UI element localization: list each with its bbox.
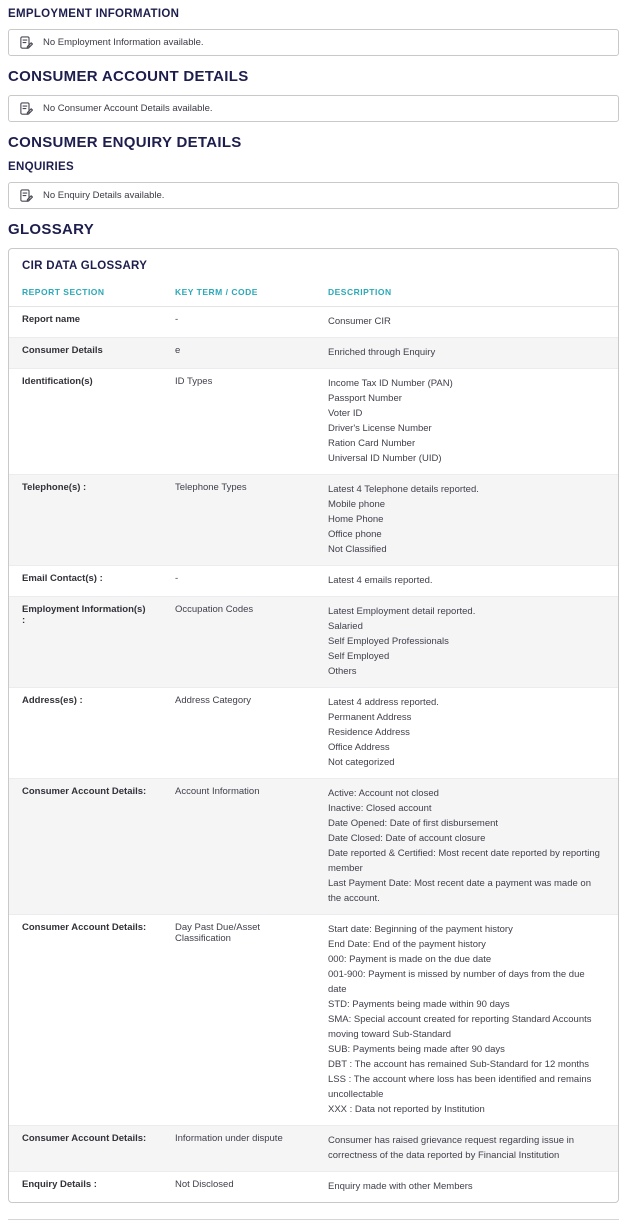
description-line: Permanent Address xyxy=(328,712,412,723)
description-line: Enquiry made with other Members xyxy=(328,1181,473,1192)
form-icon xyxy=(19,188,34,203)
description-line: Self Employed xyxy=(328,651,390,662)
description-line: Passport Number xyxy=(328,393,402,404)
glossary-key-term-cell: Occupation Codes xyxy=(162,597,315,688)
glossary-card xyxy=(8,248,619,1203)
column-header-description: DESCRIPTION xyxy=(315,281,618,307)
description-line: Universal ID Number (UID) xyxy=(328,453,442,464)
glossary-description-cell xyxy=(315,369,618,475)
glossary-title: GLOSSARY xyxy=(8,221,95,238)
glossary-table-body xyxy=(9,307,618,1203)
description-line: XXX : Data not reported by Institution xyxy=(328,1104,485,1115)
glossary-description-cell xyxy=(315,688,618,779)
description-line: Enriched through Enquiry xyxy=(328,347,436,358)
glossary-report-section-cell: Consumer Account Details: xyxy=(9,779,162,915)
glossary-description-cell xyxy=(315,338,618,369)
consumer-account-empty-box xyxy=(8,95,619,122)
glossary-key-term-cell: Account Information xyxy=(162,779,315,915)
glossary-row xyxy=(9,1172,618,1203)
description-line: Others xyxy=(328,666,357,677)
glossary-report-section-cell: Consumer Account Details: xyxy=(9,1126,162,1172)
column-header-report-section: REPORT SECTION xyxy=(9,281,162,307)
description-line: Residence Address xyxy=(328,727,410,738)
description-line: LSS : The account where loss has been identified and remains uncollectable xyxy=(328,1074,592,1100)
description-line: STD: Payments being made within 90 days xyxy=(328,999,510,1010)
glossary-row xyxy=(9,1126,618,1172)
glossary-description-cell xyxy=(315,779,618,915)
glossary-description-cell xyxy=(315,597,618,688)
glossary-key-term-cell: - xyxy=(175,314,179,325)
employment-information-title: EMPLOYMENT INFORMATION xyxy=(8,8,180,20)
description-line: SMA: Special account created for reporting Standard Accounts moving toward Sub-Standard xyxy=(328,1014,592,1040)
description-line: Home Phone xyxy=(328,514,384,525)
column-header-key-term: KEY TERM / CODE xyxy=(162,281,315,307)
glossary-description-cell xyxy=(315,475,618,566)
description-line: Date Closed: Date of account closure xyxy=(328,833,486,844)
description-line: Inactive: Closed account xyxy=(328,803,432,814)
employment-empty-box xyxy=(8,29,619,56)
bottom-divider xyxy=(8,1219,619,1220)
glossary-report-section-cell: Enquiry Details : xyxy=(9,1172,162,1203)
glossary-report-section-cell: Report name xyxy=(22,314,81,325)
glossary-key-term-cell: - xyxy=(162,566,315,597)
glossary-description-cell xyxy=(315,1172,618,1203)
glossary-key-term-cell: ID Types xyxy=(162,369,315,475)
description-line: Ration Card Number xyxy=(328,438,416,449)
enquiries-subtitle: ENQUIRIES xyxy=(8,161,74,173)
glossary-row xyxy=(9,597,618,688)
glossary-table-header xyxy=(9,281,618,307)
glossary-description-cell xyxy=(315,1126,618,1172)
glossary-row xyxy=(9,338,618,369)
description-line: Office Address xyxy=(328,742,390,753)
description-line: Latest Employment detail reported. xyxy=(328,606,476,617)
description-line: DBT : The account has remained Sub-Standard for 12 months xyxy=(328,1059,590,1070)
glossary-row xyxy=(9,369,618,475)
description-line: Latest 4 address reported. xyxy=(328,697,439,708)
description-line: SUB: Payments being made after 90 days xyxy=(328,1044,505,1055)
description-line: End Date: End of the payment history xyxy=(328,939,486,950)
glossary-row xyxy=(9,475,618,566)
glossary-report-section-cell: Identification(s) xyxy=(9,369,162,475)
description-line: Latest 4 Telephone details reported. xyxy=(328,484,479,495)
glossary-row xyxy=(9,779,618,915)
enquiry-empty-box xyxy=(8,182,619,209)
glossary-report-section-cell: Address(es) : xyxy=(9,688,162,779)
description-line: Start date: Beginning of the payment history xyxy=(328,924,513,935)
description-line: Latest 4 emails reported. xyxy=(328,575,433,586)
glossary-report-section-cell: Consumer Account Details: xyxy=(9,915,162,1126)
consumer-account-empty-message: No Consumer Account Details available. xyxy=(43,103,213,114)
glossary-description-cell xyxy=(315,307,618,338)
description-line: Consumer has raised grievance request regarding issue in correctness of the data reported by Financial Institution xyxy=(328,1135,575,1161)
glossary-report-section-cell: Telephone(s) : xyxy=(9,475,162,566)
description-line: Date reported & Certified: Most recent date reported by reporting member xyxy=(328,848,600,874)
consumer-enquiry-details-title: CONSUMER ENQUIRY DETAILS xyxy=(8,134,242,151)
glossary-card-title: CIR DATA GLOSSARY xyxy=(22,260,148,272)
enquiry-empty-message: No Enquiry Details available. xyxy=(43,190,165,201)
glossary-key-term-cell: Telephone Types xyxy=(162,475,315,566)
glossary-row xyxy=(9,688,618,779)
glossary-key-term-cell: Not Disclosed xyxy=(162,1172,315,1203)
form-icon xyxy=(19,101,34,116)
description-line: Self Employed Professionals xyxy=(328,636,449,647)
report-page xyxy=(8,8,619,1220)
glossary-row xyxy=(9,566,618,597)
description-line: Office phone xyxy=(328,529,382,540)
form-icon xyxy=(19,35,34,50)
description-line: 000: Payment is made on the due date xyxy=(328,954,492,965)
glossary-row xyxy=(9,915,618,1126)
description-line: Active: Account not closed xyxy=(328,788,439,799)
glossary-table xyxy=(9,281,618,1202)
description-line: Salaried xyxy=(328,621,363,632)
consumer-enquiry-details-section xyxy=(8,134,619,209)
description-line: Driver's License Number xyxy=(328,423,432,434)
glossary-key-term-cell: Address Category xyxy=(162,688,315,779)
glossary-key-term-cell: Day Past Due/Asset Classification xyxy=(162,915,315,1126)
employment-information-section xyxy=(8,8,619,56)
glossary-description-cell xyxy=(315,915,618,1126)
description-line: Mobile phone xyxy=(328,499,386,510)
glossary-report-section-cell: Email Contact(s) : xyxy=(9,566,162,597)
description-line: 001-900: Payment is missed by number of days from the due date xyxy=(328,969,585,995)
description-line: Voter ID xyxy=(328,408,363,419)
description-line: Date Opened: Date of first disbursement xyxy=(328,818,499,829)
consumer-account-details-title: CONSUMER ACCOUNT DETAILS xyxy=(8,68,249,85)
glossary-report-section-cell: Employment Information(s) : xyxy=(9,597,162,688)
glossary-section xyxy=(8,221,619,1203)
description-line: Last Payment Date: Most recent date a payment was made on the account. xyxy=(328,878,591,904)
description-line: Consumer CIR xyxy=(328,316,391,327)
description-line: Not categorized xyxy=(328,757,395,768)
consumer-account-details-section xyxy=(8,68,619,122)
glossary-key-term-cell: Information under dispute xyxy=(162,1126,315,1172)
glossary-description-cell xyxy=(315,566,618,597)
description-line: Income Tax ID Number (PAN) xyxy=(328,378,453,389)
glossary-key-term-cell: e xyxy=(162,338,315,369)
employment-empty-message: No Employment Information available. xyxy=(43,37,204,48)
glossary-row xyxy=(9,307,618,338)
description-line: Not Classified xyxy=(328,544,387,555)
glossary-report-section-cell: Consumer Details xyxy=(9,338,162,369)
